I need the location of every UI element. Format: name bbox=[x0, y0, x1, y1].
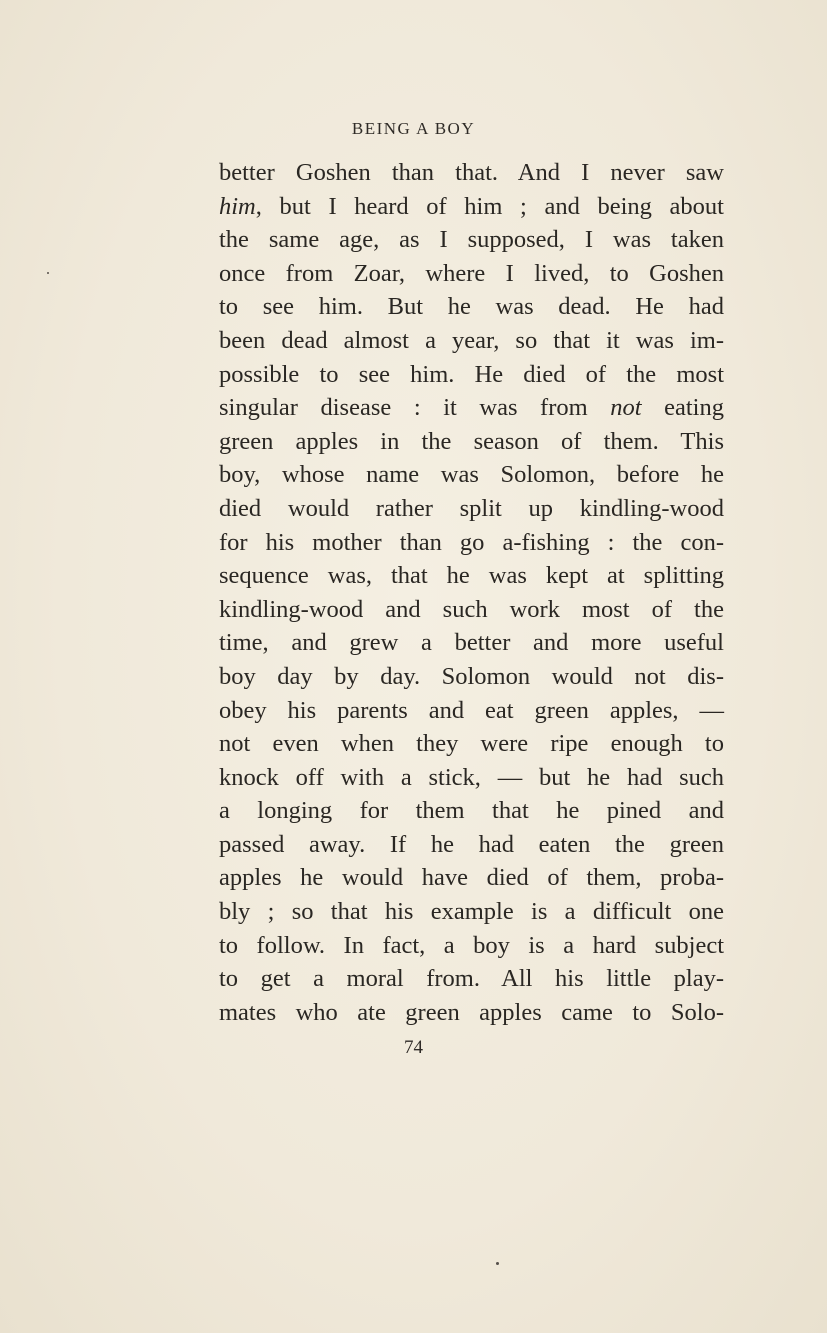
page-number: 74 bbox=[404, 1037, 423, 1058]
text-line bbox=[219, 559, 724, 593]
text-run: boy, whose name was Solomon, before he bbox=[219, 461, 724, 489]
text-line bbox=[219, 694, 724, 728]
text-run: bly ; so that his example is a difficult one bbox=[219, 898, 724, 926]
text-run: mates who ate green apples came to Solo- bbox=[219, 998, 724, 1026]
text-run: been dead almost a year, so that it was im- bbox=[219, 326, 724, 354]
text-line bbox=[219, 828, 724, 862]
text-run: for his mother than go a-fishing : the con- bbox=[219, 528, 724, 556]
text-line bbox=[219, 190, 724, 224]
text-line bbox=[219, 626, 724, 660]
text-run: apples he would have died of them, proba- bbox=[219, 864, 724, 892]
text-line bbox=[219, 996, 724, 1030]
text-line bbox=[219, 425, 724, 459]
text-line bbox=[219, 290, 724, 324]
text-line bbox=[219, 929, 724, 963]
text-line bbox=[219, 156, 724, 190]
text-line bbox=[219, 492, 724, 526]
italic-text: him bbox=[219, 192, 256, 220]
text-run: once from Zoar, where I lived, to Goshen bbox=[219, 259, 724, 287]
text-line bbox=[219, 324, 724, 358]
text-line bbox=[219, 962, 724, 996]
text-run: sequence was, that he was kept at splitting bbox=[219, 562, 724, 590]
text-line bbox=[219, 794, 724, 828]
text-run: died would rather split up kindling-wood bbox=[219, 494, 724, 522]
text-line bbox=[219, 895, 724, 929]
text-run: better Goshen than that. And I never saw bbox=[219, 159, 724, 186]
text-run: green apples in the season of them. This bbox=[219, 427, 724, 455]
text-line bbox=[219, 761, 724, 795]
text-run: to follow. In fact, a boy is a hard subject bbox=[219, 931, 724, 959]
text-line bbox=[219, 358, 724, 392]
text-line bbox=[219, 458, 724, 492]
text-run: a longing for them that he pined and bbox=[219, 797, 724, 825]
text-run: , but I heard of him ; and being about bbox=[255, 192, 724, 220]
paper-speck bbox=[496, 1262, 499, 1265]
text-run: boy day by day. Solomon would not dis- bbox=[219, 662, 724, 690]
text-line bbox=[219, 391, 724, 425]
text-line bbox=[219, 223, 724, 257]
text-run: singular disease : it was from bbox=[219, 394, 611, 422]
text-run: to see him. But he was dead. He had bbox=[219, 293, 724, 321]
text-run: obey his parents and eat green apples, — bbox=[219, 696, 724, 724]
running-head: BEING A BOY bbox=[351, 119, 476, 138]
text-run: time, and grew a better and more useful bbox=[219, 629, 724, 657]
text-run: to get a moral from. All his little play- bbox=[219, 965, 724, 993]
text-line bbox=[219, 593, 724, 627]
text-line bbox=[219, 526, 724, 560]
text-run: the same age, as I supposed, I was taken bbox=[219, 226, 724, 254]
italic-text: not bbox=[610, 394, 642, 422]
text-line bbox=[219, 727, 724, 761]
text-run: kindling-wood and such work most of the bbox=[219, 595, 724, 623]
text-run: knock off with a stick, — but he had such bbox=[219, 763, 724, 791]
text-run: possible to see him. He died of the most bbox=[219, 360, 724, 388]
text-run: not even when they were ripe enough to bbox=[219, 730, 724, 758]
body-text bbox=[219, 156, 724, 1029]
paper-speck bbox=[47, 272, 49, 274]
text-line bbox=[219, 660, 724, 694]
text-run: passed away. If he had eaten the green bbox=[219, 830, 724, 858]
text-line bbox=[219, 257, 724, 291]
text-line bbox=[219, 861, 724, 895]
text-run: eating bbox=[641, 394, 724, 422]
